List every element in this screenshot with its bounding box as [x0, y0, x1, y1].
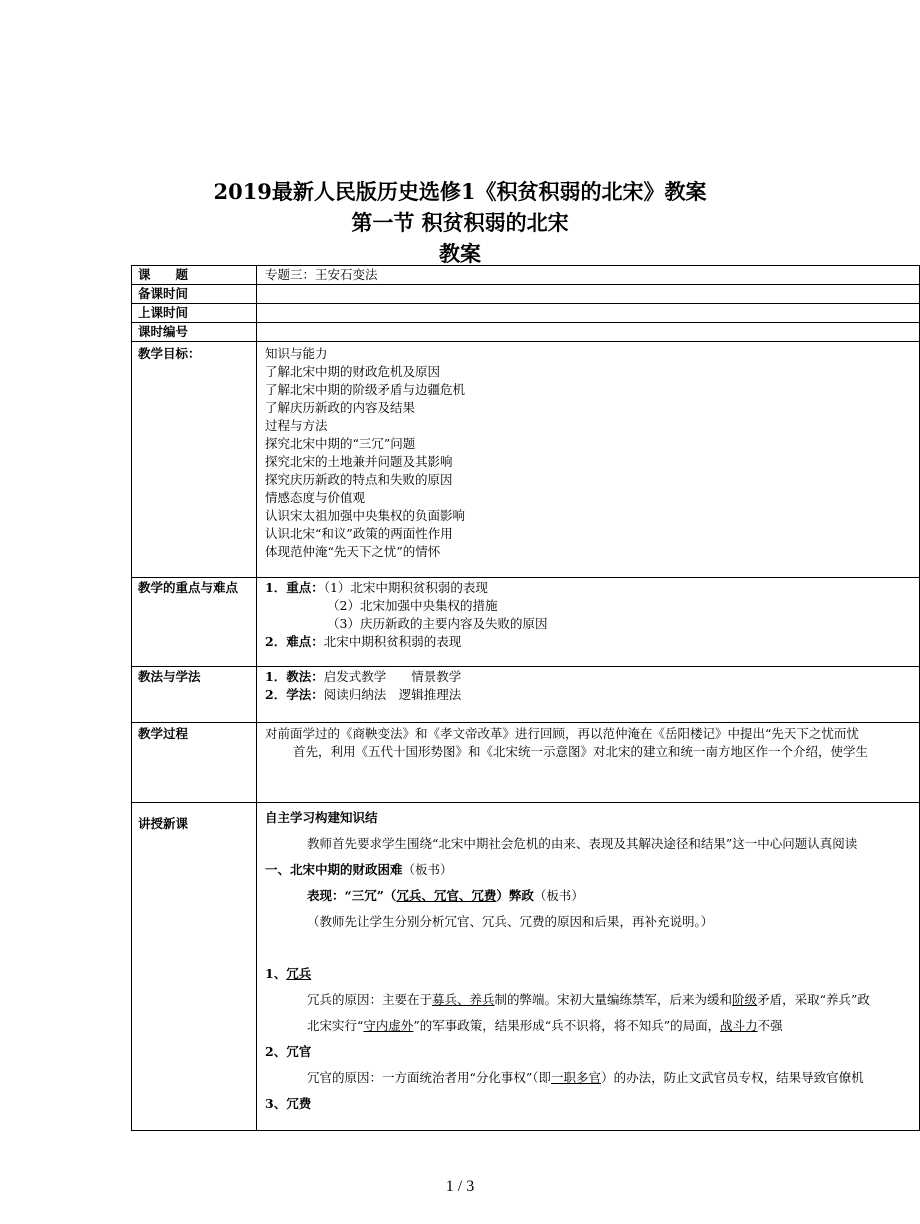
label-prep-time: 备课时间 — [132, 285, 257, 304]
goal-line: 体现范仲淹“先天下之忧”的情怀 — [265, 544, 441, 559]
subsection-2-heading: 2、冗官 — [265, 1044, 312, 1059]
lesson-plan-table — [131, 265, 920, 1131]
process-content — [257, 723, 920, 803]
label-process: 教学过程 — [132, 723, 257, 803]
section-title: 第一节 积贫积弱的北宋 — [351, 210, 569, 235]
row-methods — [132, 667, 920, 723]
goals-list — [257, 342, 920, 578]
subsection-3-heading: 3、冗费 — [265, 1096, 312, 1111]
process-line: 对前面学过的《商鞅变法》和《孝文帝改革》进行回顾，再以范仲淹在《岳阳楼记》中提出“先天下之忧而忧 — [265, 726, 859, 741]
subsection-1-heading: 1、冗兵 — [265, 966, 312, 981]
row-new-lesson — [132, 803, 920, 1131]
page-number: 1 / 3 — [445, 1178, 475, 1195]
goal-line: 情感态度与价值观 — [265, 490, 366, 505]
process-line: 首先，利用《五代十国形势图》和《北宋统一示意图》对北宋的建立和统一南方地区作一个介绍，使学生 — [293, 744, 869, 759]
key-points-content — [257, 578, 920, 667]
row-prep-time — [132, 285, 920, 304]
key-point-line: 1．重点：（1）北宋中期积贫积弱的表现 — [265, 580, 488, 595]
goal-line: 了解庆历新政的内容及结果 — [265, 400, 416, 415]
goal-line: 认识北宋“和议”政策的两面性作用 — [265, 526, 453, 541]
key-point-line: （3）庆历新政的主要内容及失败的原因 — [327, 616, 548, 631]
expression-line: 表现：“三冗”（冗兵、冗官、冗费）弊政（板书） — [307, 888, 584, 903]
difficulty-line: 2．难点：北宋中期积贫积弱的表现 — [265, 634, 462, 649]
subsection-2-para-1: 冗官的原因：一方面统治者用“分化事权”（即一职多官）的办法，防止文武官员专权，结果导致官僚机 — [307, 1070, 864, 1085]
row-process — [132, 723, 920, 803]
value-topic: 专题三：王安石变法 — [257, 266, 920, 285]
method-line: 1．教法：启发式教学 情景教学 — [265, 669, 462, 684]
goal-line: 了解北宋中期的阶级矛盾与边疆危机 — [265, 382, 466, 397]
label-new-lesson: 讲授新课 — [132, 803, 257, 1131]
teacher-note: （教师先让学生分别分析冗官、冗兵、冗费的原因和后果，再补充说明。） — [307, 914, 714, 929]
goal-line: 探究北宋的土地兼并问题及其影响 — [265, 454, 453, 469]
row-lesson-no — [132, 323, 920, 342]
new-lesson-content — [257, 803, 920, 1131]
subsection-1-para-1: 冗兵的原因：主要在于募兵、养兵制的弊端。宋初大量编练禁军，后来为缓和阶级矛盾，采取“养兵”政 — [307, 992, 870, 1007]
label-methods: 教法与学法 — [132, 667, 257, 723]
key-point-line: （2）北宋加强中央集权的措施 — [327, 598, 498, 613]
value-class-time — [257, 304, 920, 323]
goal-line: 了解北宋中期的财政危机及原因 — [265, 364, 441, 379]
goal-line: 探究北宋中期的“三冗”问题 — [265, 436, 416, 451]
label-lesson-no: 课时编号 — [132, 323, 257, 342]
label-goals: 教学目标： — [132, 342, 257, 578]
value-lesson-no — [257, 323, 920, 342]
row-goals — [132, 342, 920, 578]
subtitle: 教案 — [439, 241, 481, 266]
row-class-time — [132, 304, 920, 323]
goal-line: 认识宋太祖加强中央集权的负面影响 — [265, 508, 466, 523]
new-lesson-intro: 教师首先要求学生围绕“北宋中期社会危机的由来、表现及其解决途径和结果”这一中心问题认真阅读 — [307, 836, 858, 851]
goal-line: 探究庆历新政的特点和失败的原因 — [265, 472, 453, 487]
goal-line: 过程与方法 — [265, 418, 328, 433]
method-line: 2．学法：阅读归纳法 逻辑推理法 — [265, 687, 462, 702]
label-key-points: 教学的重点与难点 — [132, 578, 257, 667]
spacer — [265, 935, 919, 961]
goal-line: 知识与能力 — [265, 346, 328, 361]
subsection-1-para-2: 北宋实行“守内虚外”的军事政策，结果形成“兵不识将，将不知兵”的局面，战斗力不强 — [307, 1018, 783, 1033]
section-1-heading: 一、北宋中期的财政困难（板书） — [265, 862, 453, 877]
row-topic — [132, 266, 920, 285]
row-key-points — [132, 578, 920, 667]
label-class-time: 上课时间 — [132, 304, 257, 323]
document-title: 2019最新人民版历史选修1《积贫积弱的北宋》教案 — [213, 179, 707, 204]
label-topic: 课 题 — [132, 266, 257, 285]
methods-content — [257, 667, 920, 723]
new-lesson-heading: 自主学习构建知识结 — [265, 810, 378, 825]
value-prep-time — [257, 285, 920, 304]
